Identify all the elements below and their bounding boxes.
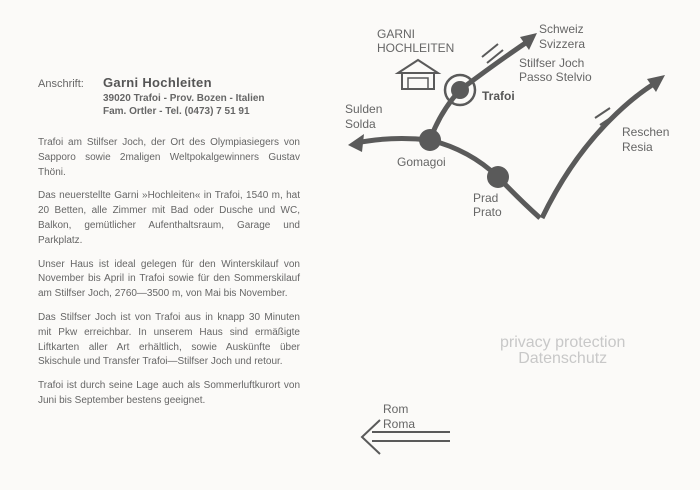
gomagoi-label: Gomagoi bbox=[397, 155, 446, 169]
road-main bbox=[356, 139, 540, 218]
solda-label: Solda bbox=[345, 117, 376, 131]
trafoi-dot-icon bbox=[451, 81, 469, 99]
address-line-2: Fam. Ortler - Tel. (0473) 7 51 91 bbox=[103, 106, 250, 117]
gomagoi-dot-icon bbox=[419, 129, 441, 151]
prad-label: Prad bbox=[473, 191, 499, 205]
watermark-line-2: Datenschutz bbox=[518, 350, 608, 367]
passo-stelvio-label: Passo Stelvio bbox=[519, 70, 592, 84]
hotel-house-icon bbox=[398, 60, 438, 89]
svizzera-label: Svizzera bbox=[539, 37, 586, 51]
watermark-line-1: privacy protection bbox=[500, 334, 626, 351]
watermark bbox=[500, 335, 625, 367]
hotel-label-1: GARNI bbox=[377, 27, 416, 41]
paragraph-1: Trafoi am Stilfser Joch, der Ort des Olympiasiegers von Sapporo sowie 2maligen Weltpokalgewinners Gustav Thöni. bbox=[38, 137, 300, 178]
paragraph-5: Trafoi ist durch seine Lage auch als Sommerluftkurort von Juni bis September bestens geeignet. bbox=[38, 380, 300, 406]
hotel-label-2: HOCHLEITEN bbox=[377, 41, 455, 55]
address-label: Anschrift: bbox=[38, 78, 84, 90]
description-text bbox=[38, 136, 300, 418]
sulden-label: Sulden bbox=[345, 102, 383, 116]
address-line-1: 39020 Trafoi - Prov. Bozen - Italien bbox=[103, 93, 265, 104]
roma-label: Roma bbox=[383, 417, 416, 431]
border-mark-3 bbox=[595, 108, 610, 118]
reschen-label: Reschen bbox=[622, 125, 670, 139]
paragraph-4: Das Stilfser Joch ist von Trafoi aus in knapp 30 Minuten mit Pkw erreichbar. In unserem Haus sind ermäßigte Liftkarten aller Art erhältlich, sowie Auskünfte über Skischule und Transfer Trafoi—Stilfser Joch und retour. bbox=[38, 311, 300, 368]
stilfser-joch-label: Stilfser Joch bbox=[519, 56, 585, 70]
road-map bbox=[330, 0, 700, 490]
schweiz-label: Schweiz bbox=[539, 22, 584, 36]
arrow-sulden-icon bbox=[348, 134, 364, 152]
prato-label: Prato bbox=[473, 205, 502, 219]
prad-dot-icon bbox=[487, 166, 509, 188]
resia-label: Resia bbox=[622, 140, 653, 154]
paragraph-3: Unser Haus ist ideal gelegen für den Winterskilauf von November bis April in Trafoi sowie für den Sommerskilauf am Stilfser Joch, 2760—3500 m, von Mai bis November. bbox=[38, 258, 300, 300]
paragraph-2: Das neuerstellte Garni »Hochleiten« in Trafoi, 1540 m, hat 20 Betten, alle Zimmer mit Bad oder Dusche und WC, Balkon, gemütlicher Aufenthaltsraum, Garage und Parkplatz. bbox=[38, 190, 300, 246]
rom-label: Rom bbox=[383, 402, 409, 416]
hotel-name: Garni Hochleiten bbox=[103, 75, 212, 90]
trafoi-label: Trafoi bbox=[482, 89, 515, 103]
